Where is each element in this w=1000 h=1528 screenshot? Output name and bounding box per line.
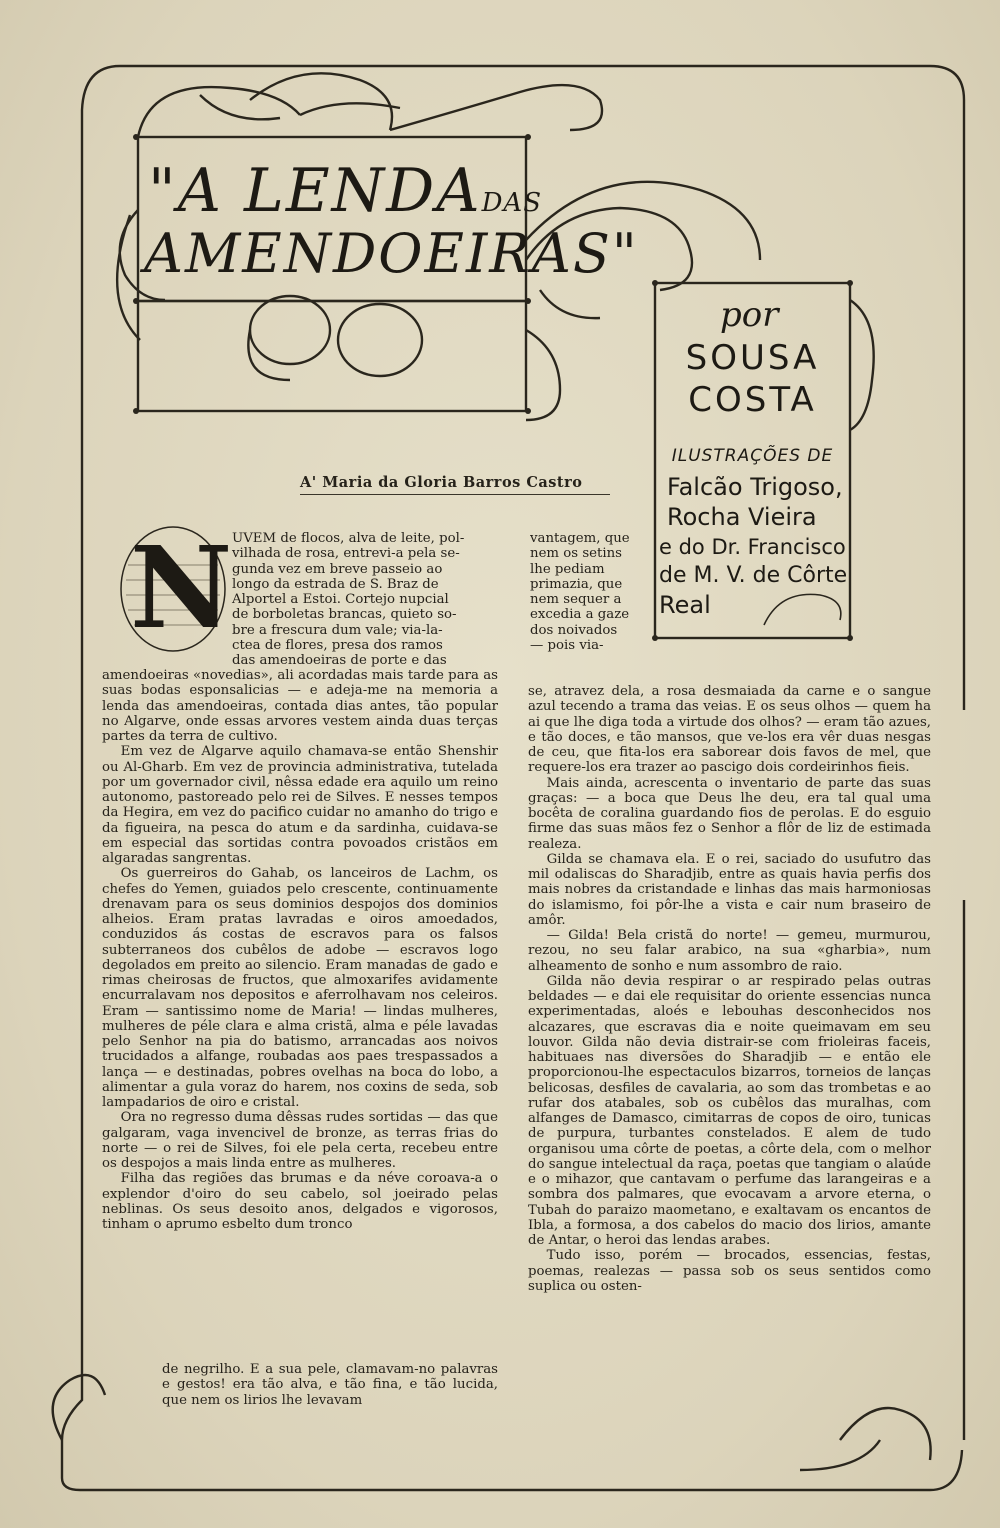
intro-line: UVEM de flocos, alva de leite, pol- (232, 531, 465, 546)
intro-wrap-column (232, 531, 496, 668)
illustrator-line: de M. V. de Côrte (659, 563, 848, 588)
illustrations-label: ILUSTRAÇÕES DE (671, 446, 834, 466)
paragraph: Ora no regresso duma dêssas rudes sortidas — das que galgaram, vaga invencivel de bronze, as terras frias do norte — o rei de Silves, foi ele pela certa, recebeu entre os despojos a mais linda entre as mulheres. (102, 1110, 498, 1171)
intro-line: ctea de flores, presa dos ramos (232, 637, 443, 653)
paragraph: Os guerreiros do Gahab, os lanceiros de Lachm, os chefes do Yemen, guiados pelo crescente, continuamente drenavam para os seus dominios despojos dos dominios alheios. Eram pratas lavradas e oiros amoedados, conduzidos ás costas de escravos para os falsos subterraneos dos cubêlos de adobe — escravos logo degolados em preito ao silencio. Eram manadas de gado e rimas cheirosas de fructos, que almoxarifes avidamente encurralavam nos depositos e aferrolhavam nos celeiros. Eram — santissimo nome de Maria! — lindas mulheres, mulheres de péle clara e alma cristã, alma e péle lavadas pelo Senhor na pia do batismo, arrancadas aos noivos trucidados a alfange, roubadas aos paes trespassados a lança — e destinadas, pobres ovelhas na boca do lobo, a alimentar a gula voraz do harem, nos coxins de seda, sob lampadarios de oiro e cristal. (102, 866, 498, 1110)
intro-line: de borboletas brancas, quieto so- (232, 607, 457, 623)
paragraph: — Gilda! Bela cristã do norte! — gemeu, murmurou, rezou, no seu falar arabico, na sua «gharbia», num alheamento de sonho e num assombro de raio. (528, 928, 931, 974)
credits-por: por (720, 295, 779, 335)
illustrator-line: e do Dr. Francisco (659, 535, 846, 559)
paragraph: Filha das regiões das brumas e da néve coroava-a o explendor d'oiro do seu cabelo, sol joeirado pelas neblinas. Os seus desoito anos, delgados e vigorosos, tinham o aprumo esbelto dum tronco (102, 1171, 498, 1232)
left-column (102, 668, 498, 1363)
left-column-tail (162, 1362, 498, 1412)
illustrator-line: Rocha Vieira (667, 503, 817, 531)
narrow-column (530, 531, 634, 683)
intro-line: vilhada de rosa, entrevi-a pela se- (232, 546, 460, 562)
title-line-2: AMENDOEIRAS" (144, 222, 639, 285)
intro-line: bre a frescura dum vale; via-la- (232, 622, 443, 638)
intro-line: longo da estrada de S. Braz de (232, 576, 439, 592)
illustrator-line: Real (659, 591, 711, 619)
paragraph: se, atravez dela, a rosa desmaiada da carne e o sangue azul tecendo a trama das veias. E os seus olhos — quem ha ai que lhe diga toda a virtude dos olhos? — eram tão azues, e tão doces, e tão mansos, que ve-los era vêr duas nesgas de ceu, que fita-los era saborear dois favos de mel, que requere-los era trazer ao pascigo dois cordeirinhos fieis. (528, 684, 931, 776)
intro-line: das amendoeiras de porte e das (232, 653, 447, 668)
author-last-name: COSTA (688, 380, 817, 420)
intro-line: Alportel a Estoi. Cortejo nupcial (232, 592, 449, 607)
paragraph: de negrilho. E a sua pele, clamavam-no palavras e gestos! era tão alva, e tão fina, e tão lucida, que nem os lirios lhe levavam (162, 1362, 498, 1408)
title-block (138, 137, 639, 301)
title-small-das: DAS (481, 188, 543, 218)
paragraph: Tudo isso, porém — brocados, essencias, festas, poemas, realezas — passa sob os seus sentidos como suplica ou osten- (528, 1248, 931, 1294)
dedication-rule (300, 494, 610, 495)
paragraph: Gilda não devia respirar o ar respirado pelas outras beldades — e dai ele requisitar do oriente essencias nunca experimentadas, aloés e lebouhas desconhecidos nos alcazares, que escravas dia e noite queimavam em seu louvor. Gilda não devia distrair-se com frioleiras faceis, habituaes nas diversões do Sharadjib — e então ele proporcionou-lhe espectaculos bizarros, torneios de lanças belicosas, desfiles de cavalaria, ao som das trombetas e ao rufar dos atabales, sob os cubêlos das muralhas, com alfanges de Damasco, cimitarras de copos de oiro, tunicas de purpura, turbantes constelados. E alem de tudo organisou uma côrte de poetas, a côrte dela, com o melhor do sangue intelectual da raça, poetas que tangiam o alaúde e o mihazor, que cantavam o perfume das larangeiras e a sombra dos palmares, que evocavam a arvore eterna, o Tubah do paraizo maometano, e exaltavam os encantos de Ibla, a formosa, a dos cabelos do macio dos lirios, amante de Antar, o heroi das lendas arabes. (528, 973, 931, 1248)
drop-cap (118, 523, 233, 654)
paragraph: Mais ainda, acrescenta o inventario de parte das suas graças: — a boca que Deus lhe deu, era tal qual uma bocêta de coralina guardando fios de perolas. E do esguio firme das suas mãos fez o Senhor a flôr de liz de estimada realeza. (528, 775, 931, 852)
paragraph: Gilda se chamava ela. E o rei, saciado do usufutro das mil odaliscas do Sharadjib, entre as quais havia perfis dos mais nobres da cristandade e linhas das mais harmoniosas do islamismo, foi pôr-lhe a vista e cair num braseiro de amôr. (528, 851, 931, 928)
paragraph: vantagem, que nem os setins lhe pediam primazia, que nem sequer a excedia a gaze dos noivados — pois via- (530, 531, 630, 653)
author-first-name: SOUSA (685, 338, 820, 378)
intro-line: gunda vez em breve passeio ao (232, 561, 443, 577)
illustrator-line: Falcão Trigoso, (667, 473, 843, 501)
right-column (528, 684, 931, 1414)
title-line-1: "A LENDADAS (148, 156, 543, 226)
credits-box (655, 283, 850, 638)
paragraph: amendoeiras «novedias», ali acordadas mais tarde para as suas bodas esponsalicias — e adeja-me na memoria a lenda das amendoeiras, contada dias antes, tão popular no Algarve, onde essas arvores vestem ainda duas terças partes da terra de cultivo. (102, 668, 498, 744)
dedication: A' Maria da Gloria Barros Castro (300, 474, 583, 491)
drop-cap-letter: N (130, 523, 233, 654)
paragraph: Em vez de Algarve aquilo chamava-se então Shenshir ou Al-Gharb. Em vez de provincia administrativa, tutelada por um governador civil, nêssa edade era aquilo um reino autonomo, pastoreado pelo rei de Silves. E nesses tempos da Hegira, em vez do pacifico cuidar no amanho do trigo e da figueira, na pesca do atum e da sardinha, cuidava-se em especial das sortidas contra povoados cristãos em algaradas sangrentas. (102, 744, 498, 866)
